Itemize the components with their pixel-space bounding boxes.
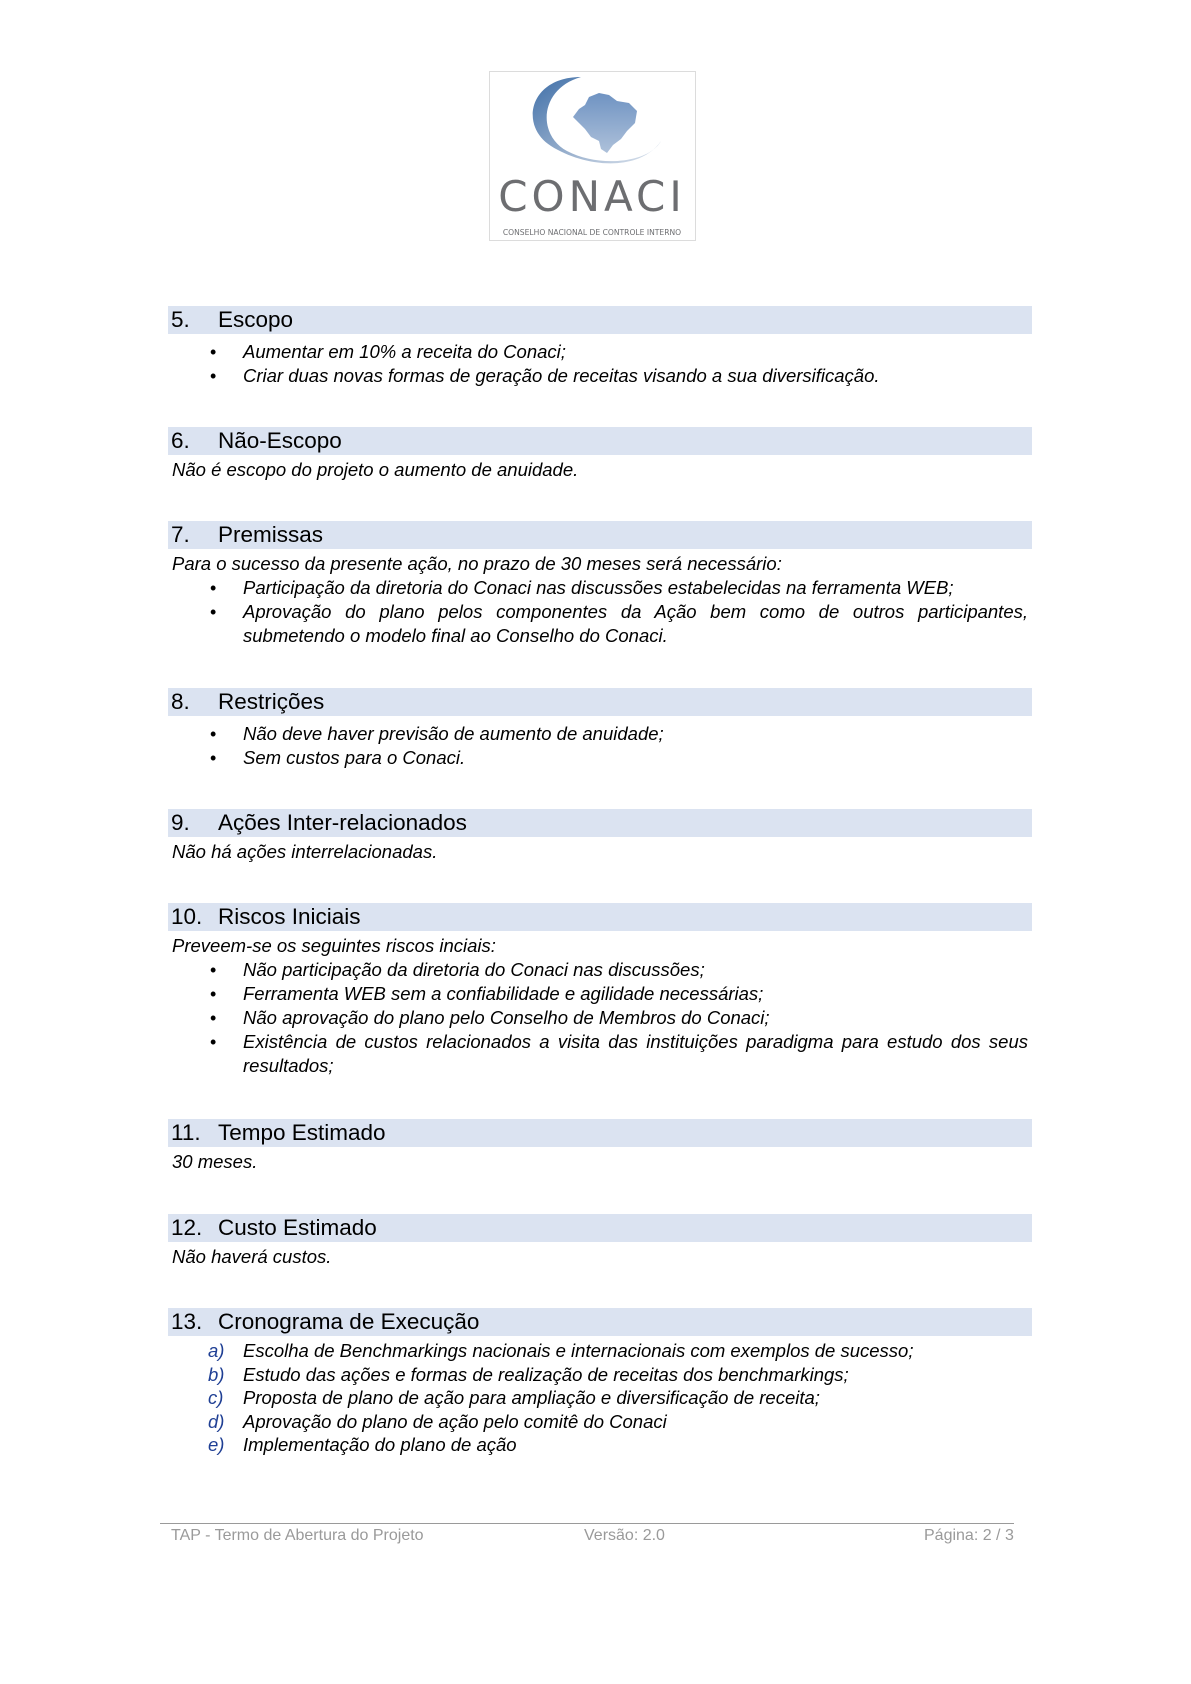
list-letter: c): [208, 1387, 224, 1408]
footer-divider: [160, 1523, 1014, 1524]
section-premissas: [168, 521, 1032, 648]
logo-subtitle: CONSELHO NACIONAL DE CONTROLE INTERNO: [502, 228, 682, 237]
section-text: Não é escopo do projeto o aumento de anuidade.: [172, 459, 579, 480]
section-text: Preveem-se os seguintes riscos inciais:: [172, 935, 496, 956]
list-item: • Ferramenta WEB sem a confiabilidade e agilidade necessárias;: [210, 983, 764, 1004]
section-title: Custo Estimado: [218, 1215, 377, 1240]
list-letter: e): [208, 1434, 225, 1455]
list-item: • Não participação da diretoria do Conaci nas discussões;: [210, 959, 705, 980]
section-acoes-inter-relacionados: [168, 809, 1032, 864]
section-number: 7.: [171, 522, 190, 547]
list-item: • Não aprovação do plano pelo Conselho de Membros do Conaci;: [210, 1007, 770, 1028]
list-item: d) Aprovação do plano de ação pelo comitê do Conaci: [208, 1410, 667, 1432]
list-item: • Sem custos para o Conaci.: [210, 747, 466, 768]
section-cronograma: [168, 1308, 1032, 1457]
bullet-icon: •: [210, 578, 217, 598]
bullet-icon: •: [210, 748, 217, 768]
section-number: 11.: [171, 1120, 201, 1145]
section-custo-estimado: [168, 1214, 1032, 1269]
list-item: e) Implementação do plano de ação: [208, 1434, 517, 1455]
list-item: • Aprovação do plano pelos componentes da Ação bem como de outros participantes, submetendo o modelo final ao Conselho do Conaci.: [210, 601, 1028, 646]
section-heading: [168, 306, 1032, 334]
footer-version: Versão: 2.0: [584, 1527, 665, 1544]
list-letter: a): [208, 1340, 225, 1361]
section-text: Para o sucesso da presente ação, no prazo de 30 meses será necessário:: [172, 553, 782, 574]
section-heading: [168, 427, 1032, 455]
section-title: Escopo: [218, 307, 294, 332]
section-title: Restrições: [218, 689, 325, 714]
list-letter: d): [208, 1410, 225, 1432]
bullet-icon: •: [210, 960, 217, 980]
bullet-icon: •: [210, 984, 217, 1004]
bullet-icon: •: [210, 366, 217, 386]
section-heading: [168, 1119, 1032, 1147]
section-text: 30 meses.: [172, 1151, 258, 1172]
list-item: b) Estudo das ações e formas de realização de receitas dos benchmarkings;: [208, 1363, 849, 1385]
bullet-icon: •: [210, 1008, 217, 1028]
section-riscos-iniciais: [168, 903, 1032, 1078]
section-text: Não há ações interrelacionadas.: [172, 841, 438, 862]
section-number: 12.: [171, 1215, 203, 1240]
section-number: 5.: [171, 307, 190, 332]
list-item: • Não deve haver previsão de aumento de anuidade;: [210, 723, 664, 744]
list-item: a) Escolha de Benchmarkings nacionais e internacionais com exemplos de sucesso;: [208, 1340, 914, 1361]
list-item: • Participação da diretoria do Conaci nas discussões estabelecidas na ferramenta WEB;: [210, 577, 954, 598]
section-title: Premissas: [218, 522, 324, 547]
section-text: Não haverá custos.: [172, 1246, 332, 1267]
section-title: Cronograma de Execução: [218, 1309, 480, 1334]
section-nao-escopo: [168, 427, 1032, 482]
section-number: 9.: [171, 810, 190, 835]
section-number: 10.: [171, 904, 203, 929]
list-letter: b): [208, 1363, 225, 1385]
section-title: Ações Inter-relacionados: [218, 810, 467, 835]
section-title: Tempo Estimado: [218, 1120, 386, 1145]
section-heading: [168, 1214, 1032, 1242]
section-title: Riscos Iniciais: [218, 904, 361, 929]
section-number: 6.: [171, 428, 190, 453]
list-item: • Existência de custos relacionados a visita das instituições paradigma para estudo dos seus resultados;: [210, 1031, 1028, 1076]
bullet-icon: •: [210, 342, 217, 362]
section-heading: [168, 809, 1032, 837]
list-item: • Criar duas novas formas de geração de receitas visando a sua diversificação.: [210, 365, 880, 386]
section-title: Não-Escopo: [218, 428, 342, 453]
section-tempo-estimado: [168, 1119, 1032, 1174]
section-number: 13.: [171, 1309, 203, 1334]
bullet-icon: •: [210, 1032, 217, 1052]
list-item: c) Proposta de plano de ação para ampliação e diversificação de receita;: [208, 1387, 820, 1408]
footer-doc-title: TAP - Termo de Abertura do Projeto: [171, 1527, 424, 1544]
logo-name: CONACI: [498, 172, 686, 221]
bullet-icon: •: [210, 602, 217, 622]
section-heading: [168, 521, 1032, 549]
bullet-icon: •: [210, 724, 217, 744]
section-heading: [168, 903, 1032, 931]
section-escopo: [168, 306, 1032, 388]
conaci-logo: [489, 71, 696, 241]
list-item: • Aumentar em 10% a receita do Conaci;: [210, 341, 566, 362]
section-restricoes: [168, 688, 1032, 770]
section-heading: [168, 688, 1032, 716]
section-number: 8.: [171, 689, 190, 714]
section-heading: [168, 1308, 1032, 1336]
footer-page-number: Página: 2 / 3: [924, 1527, 1014, 1544]
